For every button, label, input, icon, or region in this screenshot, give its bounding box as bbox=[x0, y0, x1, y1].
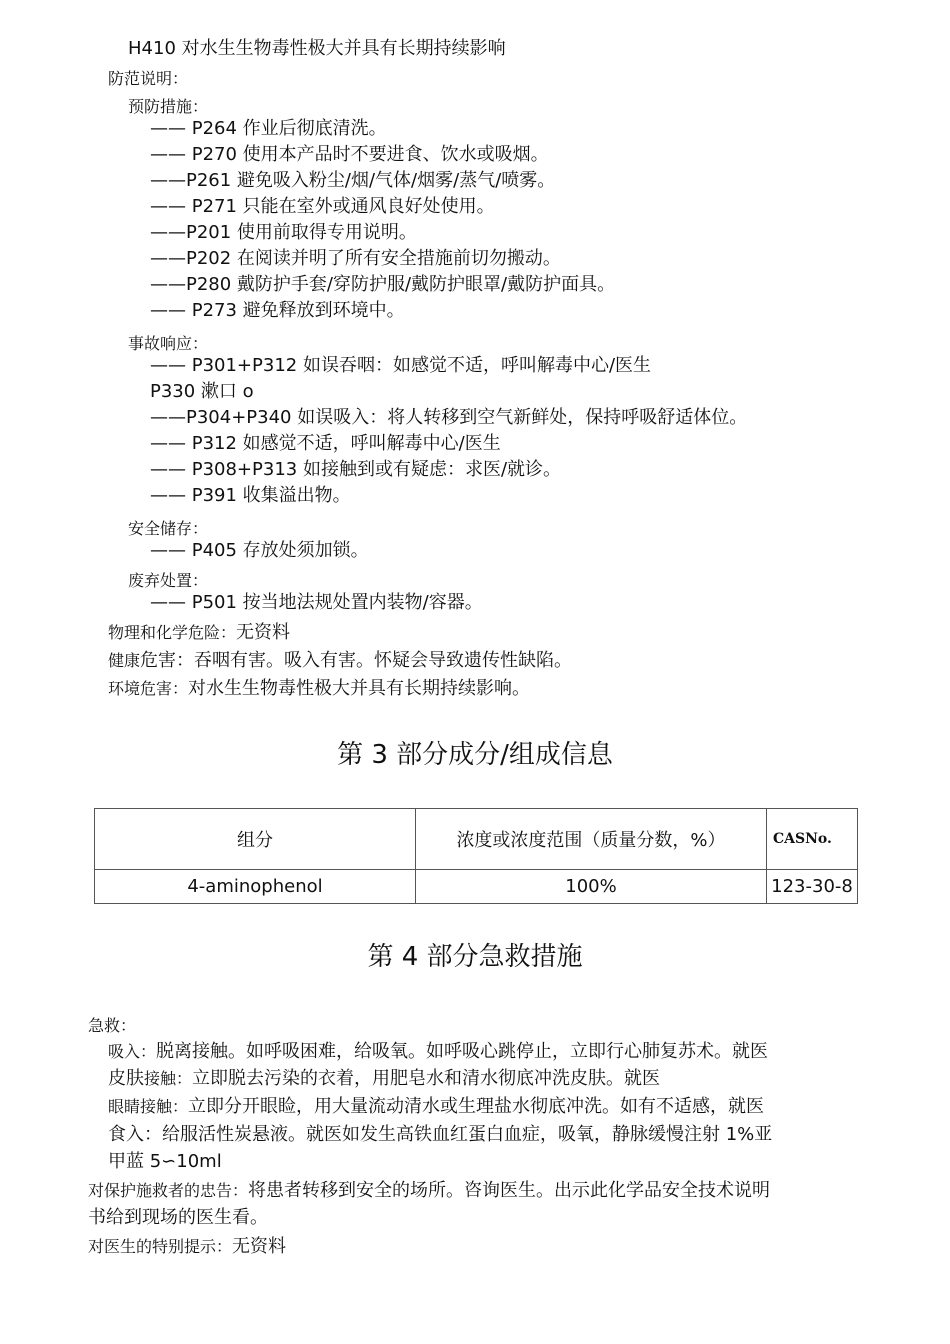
response-item: P330 漱口 o bbox=[150, 381, 254, 402]
eye-label: 眼睛接触： bbox=[108, 1097, 189, 1116]
precaution-title: 防范说明： bbox=[108, 69, 189, 88]
prevention-item: ——P201 使用前取得专用说明。 bbox=[150, 222, 417, 243]
cell-component: 4-aminophenol bbox=[95, 870, 416, 904]
prevention-item: ——P202 在阅读并明了所有安全措施前切勿搬动。 bbox=[150, 248, 561, 269]
firstaid-inhalation bbox=[108, 1040, 768, 1064]
firstaid-title: 急救： bbox=[88, 1016, 137, 1035]
physchem-hazard bbox=[108, 621, 290, 645]
header-cas: CASNo. bbox=[767, 809, 858, 870]
cell-concentration: 100% bbox=[416, 870, 767, 904]
response-item: —— P301+P312 如误吞咽：如感觉不适，呼叫解毒中心/医生 bbox=[150, 355, 652, 376]
prevention-item: —— P264 作业后彻底清洗。 bbox=[150, 118, 387, 139]
rescuer-value: 将患者转移到安全的场所。咨询医生。出示此化学品安全技术说明 bbox=[248, 1180, 771, 1201]
disposal-item: —— P501 按当地法规处置内装物/容器。 bbox=[150, 592, 483, 613]
prevention-title: 预防措施： bbox=[128, 97, 209, 116]
firstaid-skin bbox=[108, 1067, 660, 1091]
response-title: 事故响应： bbox=[128, 334, 209, 353]
doctor-value: 无资料 bbox=[232, 1236, 287, 1257]
section3-heading: 第 3 部分成分/组成信息 bbox=[337, 740, 613, 770]
doctor-label: 对医生的特别提示： bbox=[88, 1237, 233, 1256]
rescuer-advice-cont: 书给到现场的医生看。 bbox=[88, 1207, 268, 1228]
prevention-item: —— P271 只能在室外或通风良好处使用。 bbox=[150, 196, 495, 217]
health-value: 危害：吞咽有害。吸入有害。怀疑会导致遗传性缺陷。 bbox=[140, 650, 573, 671]
composition-table bbox=[94, 808, 858, 904]
firstaid-ingestion: 食入：给服活性炭悬液。就医如发生高铁血红蛋白血症，吸氧，静脉缓慢注射 1%亚 bbox=[108, 1124, 773, 1145]
environment-label: 环境危害： bbox=[108, 679, 189, 698]
prevention-item: —— P270 使用本产品时不要进食、饮水或吸烟。 bbox=[150, 144, 549, 165]
storage-item: —— P405 存放处须加锁。 bbox=[150, 540, 369, 561]
skin-label-b: 接触： bbox=[144, 1069, 193, 1088]
response-item: —— P391 收集溢出物。 bbox=[150, 485, 351, 506]
prevention-item: ——P280 戴防护手套/穿防护服/戴防护眼罩/戴防护面具。 bbox=[150, 274, 616, 295]
environment-hazard bbox=[108, 677, 530, 701]
firstaid-ingestion-cont: 甲蓝 5∽10ml bbox=[108, 1151, 222, 1172]
storage-title: 安全储存： bbox=[128, 519, 209, 538]
health-label: 健康 bbox=[108, 651, 141, 670]
physchem-value: 无资料 bbox=[236, 622, 291, 643]
table-header-row bbox=[95, 809, 858, 870]
response-item: —— P312 如感觉不适，呼叫解毒中心/医生 bbox=[150, 433, 501, 454]
inhalation-value: 脱离接触。如呼吸困难，给吸氧。如呼吸心跳停止，立即行心肺复苏术。就医 bbox=[156, 1041, 769, 1062]
health-hazard bbox=[108, 649, 572, 673]
eye-value: 立即分开眼睑，用大量流动清水或生理盐水彻底冲洗。如有不适感，就医 bbox=[188, 1096, 765, 1117]
rescuer-advice bbox=[88, 1179, 770, 1203]
inhalation-label: 吸入： bbox=[108, 1042, 157, 1061]
rescuer-label: 对保护施救者的忠告： bbox=[88, 1181, 249, 1200]
firstaid-eye bbox=[108, 1095, 764, 1119]
skin-value: 立即脱去污染的衣着，用肥皂水和清水彻底冲洗皮肤。就医 bbox=[192, 1068, 661, 1089]
prevention-item: ——P261 避免吸入粉尘/烟/气体/烟雾/蒸气/喷雾。 bbox=[150, 170, 556, 191]
header-component: 组分 bbox=[95, 809, 416, 870]
header-concentration: 浓度或浓度范围（质量分数，%） bbox=[416, 809, 767, 870]
section4-heading: 第 4 部分急救措施 bbox=[367, 942, 583, 972]
hazard-statement: H410 对水生生物毒性极大并具有长期持续影响 bbox=[128, 38, 506, 59]
prevention-item: —— P273 避免释放到环境中。 bbox=[150, 300, 405, 321]
response-item: ——P304+P340 如误吸入：将人转移到空气新鲜处，保持呼吸舒适体位。 bbox=[150, 407, 748, 428]
cell-cas: 123-30-8 bbox=[767, 870, 858, 904]
response-item: —— P308+P313 如接触到或有疑虑：求医/就诊。 bbox=[150, 459, 562, 480]
environment-value: 对水生生物毒性极大并具有长期持续影响。 bbox=[188, 678, 531, 699]
doctor-note bbox=[88, 1235, 286, 1259]
table-row bbox=[95, 870, 858, 904]
physchem-label: 物理和化学危险： bbox=[108, 623, 237, 642]
disposal-title: 废弃处置： bbox=[128, 571, 209, 590]
skin-label-a: 皮肤 bbox=[108, 1068, 144, 1089]
